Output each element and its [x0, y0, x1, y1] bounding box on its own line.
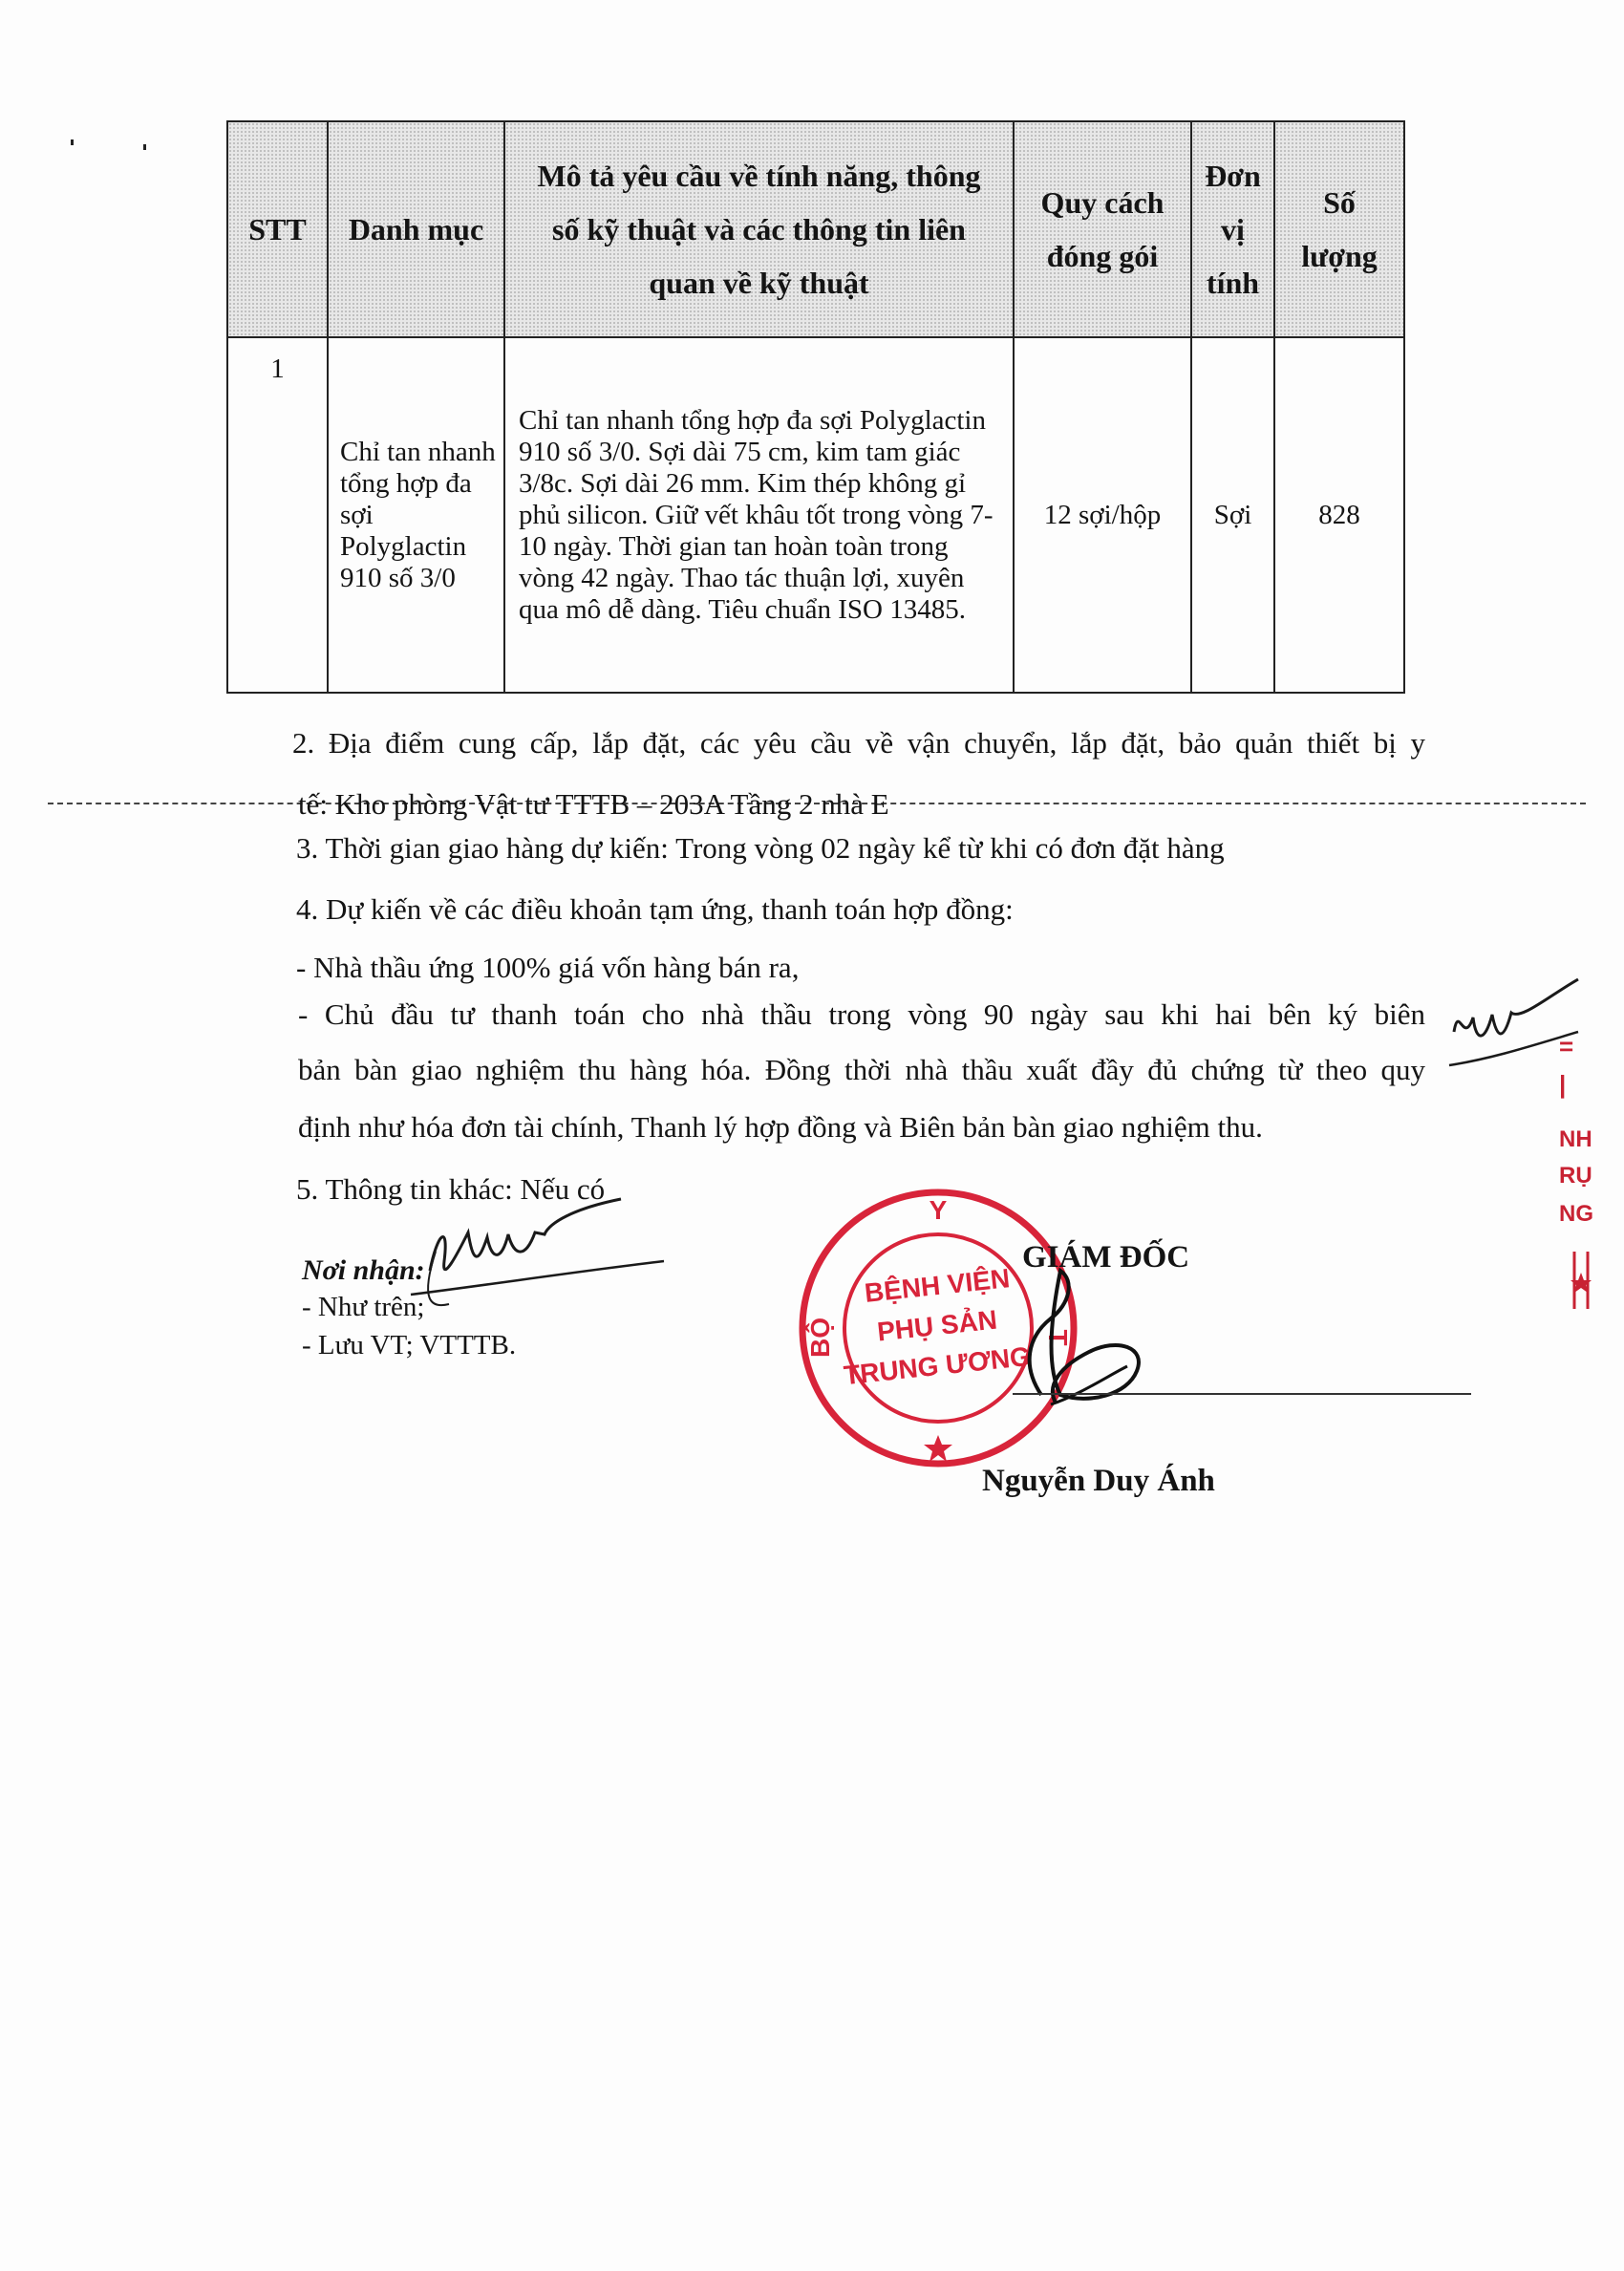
cell-unit: Sợi: [1191, 337, 1274, 693]
table-row: [227, 337, 1404, 693]
item-4-payment-line-2: bản bàn giao nghiệm thu hàng hóa. Đồng thời nhà thầu xuất đầy đủ chứng từ theo quy: [298, 1053, 1425, 1086]
recipient-item: - Như trên;: [302, 1292, 425, 1322]
item-5: 5. Thông tin khác: Nếu có: [296, 1172, 606, 1206]
edge-stamp-mark: RỤ: [1559, 1163, 1592, 1189]
header-packaging-text: Quy cách đóng gói: [1040, 185, 1165, 273]
stamp-ring-top: Y: [929, 1195, 948, 1225]
requirements-table: [226, 120, 1405, 694]
header-description-text: Mô tả yêu cầu về tính năng, thông số kỹ thuật và các thông tin liên quan về kỹ thuật: [537, 159, 981, 300]
header-quantity-text: Số lượng: [1301, 185, 1378, 273]
stamp-line-2: PHỤ SẢN: [875, 1304, 999, 1347]
cell-description: Chỉ tan nhanh tổng hợp đa sợi Polyglactin 910 số 3/0. Sợi dài 75 cm, kim tam giác 3/8c. Sợi dài 26 mm. Kim thép không gỉ phủ silicon. Giữ vết khâu tốt trong vòng 7-10 ngày. Thời gian tan hoàn toàn trong vòng 42 ngày. Thao tác thuận lợi, xuyên qua mô dễ dàng. Tiêu chuẩn ISO 13485.: [504, 337, 1014, 693]
recipient-item: - Lưu VT; VTTTB.: [302, 1330, 517, 1360]
stamp-ring-right: T: [1043, 1329, 1073, 1346]
header-category: Danh mục: [328, 121, 504, 337]
item-3: 3. Thời gian giao hàng dự kiến: Trong vòng 02 ngày kể từ khi có đơn đặt hàng: [296, 831, 1225, 865]
header-stt: STT: [227, 121, 328, 337]
edge-stamp-mark: |: [1559, 1070, 1567, 1099]
cell-packaging: 12 sợi/hộp: [1014, 337, 1191, 693]
item-4-payment-line-3: định như hóa đơn tài chính, Thanh lý hợp đồng và Biên bản bàn giao nghiệm thu.: [298, 1110, 1263, 1144]
cell-quantity: 828: [1274, 337, 1404, 693]
stamp-line-3: TRUNG ƯƠNG: [842, 1340, 1033, 1391]
edge-star-icon: [1567, 1252, 1595, 1309]
item-4-advance: - Nhà thầu ứng 100% giá vốn hàng bán ra,: [296, 951, 800, 984]
stamp-star-icon: [924, 1435, 952, 1462]
item-4: 4. Dự kiến về các điều khoản tạm ứng, thanh toán hợp đồng:: [296, 892, 1014, 926]
signature-line: [1013, 1393, 1471, 1395]
header-unit-text: Đơn vị tính: [1205, 159, 1261, 300]
recipients-title: Nơi nhận:: [302, 1254, 425, 1286]
stamp-line-1: BỆNH VIỆN: [863, 1263, 1012, 1308]
table-header-row: [227, 121, 1404, 337]
header-packaging: [1014, 121, 1191, 337]
edge-stamp-mark: NG: [1559, 1201, 1593, 1227]
item-2-line-1: 2. Địa điểm cung cấp, lắp đặt, các yêu cầu về vận chuyển, lắp đặt, bảo quản thiết bị y: [292, 726, 1425, 760]
header-quantity: [1274, 121, 1404, 337]
signatory-position: GIÁM ĐỐC: [1022, 1240, 1190, 1275]
signatory-name: Nguyễn Duy Ánh: [982, 1464, 1215, 1498]
edge-stamp-mark: NH: [1559, 1126, 1592, 1152]
scan-speck: [143, 144, 146, 150]
header-unit: [1191, 121, 1274, 337]
director-signature-icon: [984, 1261, 1175, 1414]
cell-stt: 1: [227, 337, 328, 693]
margin-initials-icon: [1444, 975, 1588, 1080]
header-description: [504, 121, 1014, 337]
edge-stamp-mark: =: [1559, 1032, 1574, 1061]
stamp-ring-left: BỘ: [805, 1318, 835, 1358]
cell-category: Chỉ tan nhanh tổng hợp đa sợi Polyglactin 910 số 3/0: [328, 337, 504, 693]
scan-speck: [71, 139, 74, 145]
item-4-payment-line-1: - Chủ đầu tư thanh toán cho nhà thầu trong vòng 90 ngày sau khi hai bên ký biên: [298, 997, 1425, 1031]
initials-signature-icon: [392, 1194, 669, 1318]
item-2-line-2: tế: Kho phòng Vật tư TTTB – 203A Tầng 2 nhà E: [298, 787, 889, 821]
